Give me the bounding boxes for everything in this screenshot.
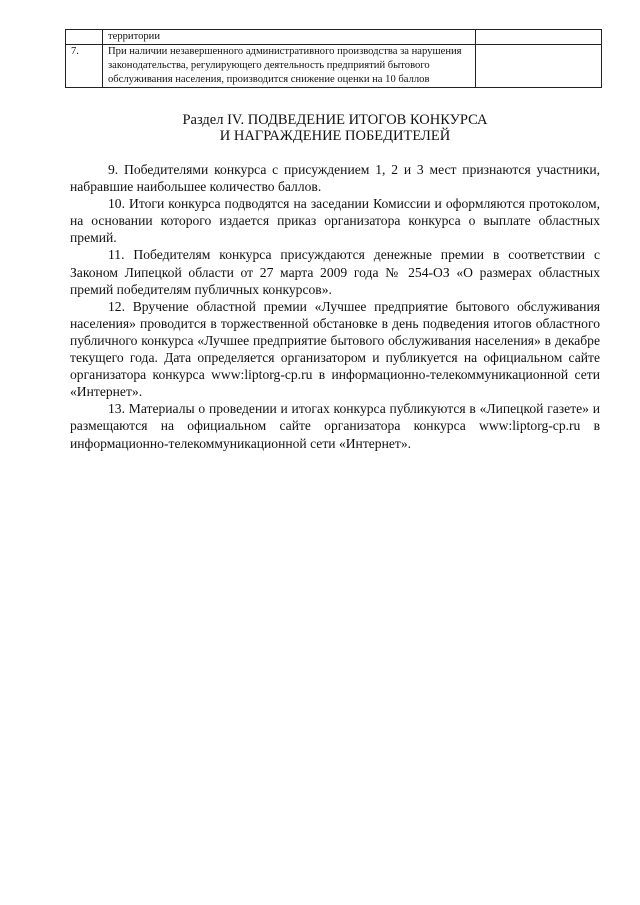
paragraph-12: 12. Вручение областной премии «Лучшее предприятие бытового обслуживания населения» проводится в торжественной обстановке в день подведения итогов областного публичного конкурса «Лучшее предприятие бытового обслуживания населения» в декабре текущего года. Дата определяется организатором и публикуется на официальном сайте организатора конкурса www:liptorg-cp.ru в информационно-телекоммуникационной сети «Интернет».	[70, 298, 600, 400]
section-heading	[70, 112, 600, 144]
row-score-cell	[476, 45, 602, 88]
section-heading-line-1: Раздел IV. ПОДВЕДЕНИЕ ИТОГОВ КОНКУРСА	[182, 112, 488, 128]
section-body	[70, 161, 600, 452]
criteria-table	[65, 29, 602, 88]
paragraph-13: 13. Материалы о проведении и итогах конкурса публикуются в «Липецкой газете» и размещаются на официальном сайте организатора конкурса www:liptorg-cp.ru в информационно-телекоммуникационной сети «Интернет».	[70, 401, 600, 451]
row-text-cell: При наличии незавершенного административного производства за нарушения законодательства, регулирующего деятельность предприятий бытового обслуживания населения, производится снижение оценки на 10 баллов	[103, 45, 476, 88]
row-number-cell	[66, 30, 103, 45]
row-text-cell: территории	[103, 30, 476, 45]
row-number-cell: 7.	[66, 45, 103, 88]
row-score-cell	[476, 30, 602, 45]
paragraph-10: 10. Итоги конкурса подводятся на заседании Комиссии и оформляются протоколом, на основании которого издается приказ организатора конкурса о выплате областных премий.	[70, 196, 600, 246]
table-row	[66, 45, 602, 88]
paragraph-9: 9. Победителями конкурса с присуждением 1, 2 и 3 мест признаются участники, набравшие наибольшее количество баллов.	[70, 162, 600, 195]
table-row	[66, 30, 602, 45]
paragraph-11: 11. Победителям конкурса присуждаются денежные премии в соответствии с Законом Липецкой области от 27 марта 2009 года № 254-ОЗ «О размерах областных премий победителям публичных конкурсов».	[70, 247, 600, 297]
section-heading-line-2: И НАГРАЖДЕНИЕ ПОБЕДИТЕЛЕЙ	[219, 128, 451, 144]
